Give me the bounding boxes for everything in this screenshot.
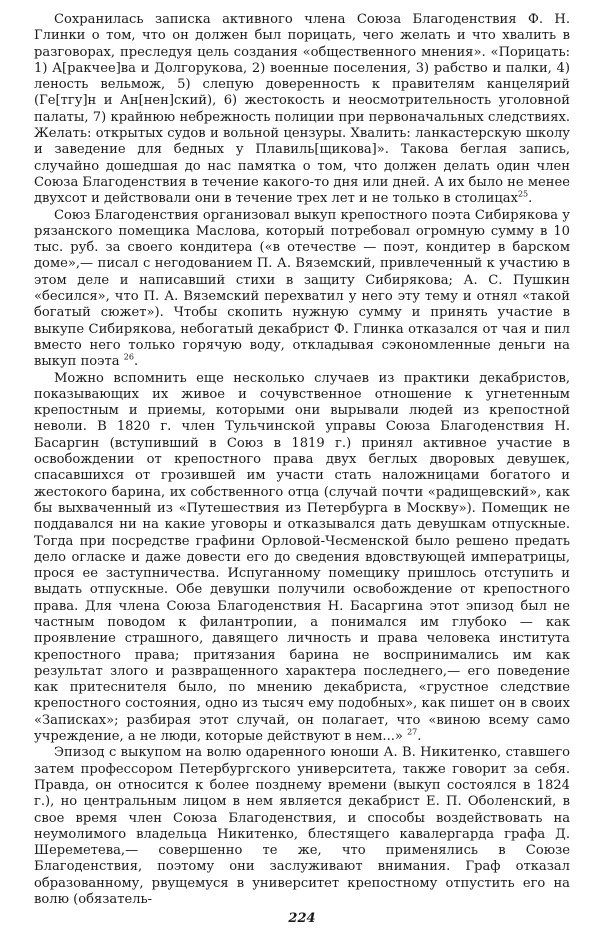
paragraph-4 — [34, 745, 570, 908]
paragraph-1: Сохранилась записка активного члена Союза Благоденствия Ф. Н. Глинки о том, что он должен был порицать, чего желать и что хвалить в разговорах, преследуя цель создания «общественного мнения». «Порицать: 1) А[ракчее]ва и Долгорукова, 2) военные поселения, 3) рабство и палки, 4) леность вельмож, 5) слепую доверенность к правителям канцелярий (Ге[тгу]н и Ан[нен]ский), 6) жестокость и неосмотрительность уголовной палаты, 7) крайнюю небрежность полиции при первоначальных следствиях. Желать: открытых судов и вольной цензуры. Хвалить: ланкастерскую школу и заведение для бедных у Плавиль[щикова]». Такова беглая запись, случайно дошедшая до нас памятка о том, что должен делать один член Союза Благоденствия в течение какого-то дня или дней. А их было не менее двухсот и действовали они в течение трех лет и не только в столицах$^{25}$. — [34, 12, 570, 207]
paragraph-2-text: Союз Благоденствия организовал выкуп крепостного поэта Сибирякова у рязанского помещика Маслова, который потребовал огромную сумму в 10 тыс. руб. за своего кондитера («в отечестве — поэт, кондитер в барском доме»,— писал с негодованием П. А. Вяземский, привлеченный к участию в этом деле и написавший стихи в защиту Сибирякова; А. С. Пушкин «бесился», что П. А. Вяземский перехватил у него эту тему и отнял «такой богатый сюжет»). Чтобы скопить нужную сумму и принять участие в выкупе Сибирякова, небогатый декабрист Ф. Глинка отказался от чая и пил вместо него только горячую воду, откладывая сэкономленные деньги на выкуп поэта — [34, 207, 570, 370]
paragraph-1-text: Сохранилась записка активного члена Союза Благоденствия Ф. Н. Глинки о том, что он должен был порицать, чего желать и что хвалить в разговорах, преследуя цель создания «общественного мнения». «Порицать: 1) А[ракчее]ва и Долгорукова, 2) военные поселения, 3) рабство и палки, 4) леность вельмож, 5) слепую доверенность к правителям канцелярий (Ге[тгу]н и Ан[нен]ский), 6) жестокость и неосмотрительность уголовной палаты, 7) крайнюю небрежность полиции при первоначальных следствиях. Желать: открытых судов и вольной цензуры. Хвалить: ланкастерскую школу и заведение для бедных у Плавиль[щикова]». Такова беглая запись, случайно дошедшая до нас памятка о том, что должен делать один член Союза Благоденствия в течение какого-то дня или дней. А их было не менее двухсот и действовали они в течение трех лет и не только в столицах — [34, 12, 570, 207]
page-number: 224 — [288, 910, 316, 926]
footnote-ref-26[interactable]: 26 — [123, 352, 134, 362]
paragraph-3-text: Можно вспомнить еще несколько случаев из практики декабристов, показывающих их живое и сочувственное отношение к угнетенным крепостным и приемы, которыми они вырывали людей из крепостной неволи. В 1820 г. член Тульчинской управы Союза Благоденствия Н. Басаргин (вступивший в Союз в 1819 г.) принял активное участие в освобождении от крепостного права двух беглых дворовых девушек, спасавшихся от грозившей им участи стать наложницами богатого и жестокого барина, их собственного отца (случай почти «радищевский», как бы выхваченный из «Путешествия из Петербурга в Москву»). Помещик не поддавался ни на какие уговоры и отказывался дать девушкам отпускные. Тогда при посредстве графини Орловой-Чесменской было решено предать дело огласке и даже довести его до сведения вдовствующей императрицы, прося ее заступничества. Испуганному помещику пришлось отступить и выдать отпускные. Обе девушки получили освобождение от крепостного права. Для члена Союза Благоденствия Н. Басаргина этот эпизод был не частным поводом к филантропии, а понимался им глубоко — как проявление страшного, давящего личность и права человека института крепостного права; притязания барина не воспринимались им как результат злого и развращенного характера последнего,— его поведение как притеснителя было, по мнению декабриста, «грустное следствие крепостного состояния, одно из тысяч ему подобных», как пишет он в своих «Записках»; разбирая этот случай, он полагает, что «виною всему само учреждение, а не люди, которые действуют в нем...» — [34, 370, 570, 745]
footnote-ref-27[interactable]: 27 — [407, 727, 418, 737]
footnote-ref-25[interactable]: 25 — [517, 189, 529, 199]
document-page — [34, 12, 570, 927]
paragraph-3: Можно вспомнить еще несколько случаев из практики декабристов, показывающих их живое и сочувственное отношение к угнетенным крепостным и приемы, которыми они вырывали людей из крепостной неволи. В 1820 г. член Тульчинской управы Союза Благоденствия Н. Басаргин (вступивший в Союз в 1819 г.) принял активное участие в освобождении от крепостного права двух беглых дворовых девушек, спасавшихся от грозившей им участи стать наложницами богатого и жестокого барина, их собственного отца (случай почти «радищевский», как бы выхваченный из «Путешествия из Петербурга в Москву»). Помещик не поддавался ни на какие уговоры и отказывался дать девушкам отпускные. Тогда при посредстве графини Орловой-Чесменской было решено предать дело огласке и даже довести его до сведения вдовствующей императрицы, прося ее заступничества. Испуганному помещику пришлось отступить и выдать отпускные. Обе девушки получили освобождение от крепостного права. Для члена Союза Благоденствия Н. Басаргина этот эпизод был не частным поводом к филантропии, а понимался им глубоко — как проявление страшного, давящего личность и права человека института крепостного права; притязания барина не воспринимались им как результат злого и развращенного характера последнего,— его поведение как притеснителя было, по мнению декабриста, «грустное следствие крепостного состояния, одно из тысяч ему подобных», как пишет он в своих «Записках»; разбирая этот случай, он полагает, что «виною всему само учреждение, а не люди, которые действуют в нем...» $^{27}$. — [34, 370, 570, 745]
paragraph-2: Союз Благоденствия организовал выкуп крепостного поэта Сибирякова у рязанского помещика Маслова, который потребовал огромную сумму в 10 тыс. руб. за своего кондитера («в отечестве — поэт, кондитер в барском доме»,— писал с негодованием П. А. Вяземский, привлеченный к участию в этом деле и написавший стихи в защиту Сибирякова; А. С. Пушкин «бесился», что П. А. Вяземский перехватил у него эту тему и отнял «такой богатый сюжет»). Чтобы скопить нужную сумму и принять участие в выкупе Сибирякова, небогатый декабрист Ф. Глинка отказался от чая и пил вместо него только горячую воду, откладывая сэкономленные деньги на выкуп поэта $^{26}$. — [34, 207, 570, 370]
paragraph-4-text: Эпизод с выкупом на волю одаренного юноши А. В. Никитенко, ставшего затем профессором Петербургского университета, также говорит за себя. Правда, он относится к более позднему времени (выкуп состоялся в 1824 г.), но центральным лицом в нем является декабрист Е. П. Оболенский, в свое время член Союза Благоденствия, и способы воздействовать на неумолимого владельца Никитенко, блестящего кавалергарда графа Д. Шереметева,— совершенно те же, что применялись в Союзе Благоденствия, поэтому они заслуживают внимания. Граф отказал образованному, рвущемуся в университет крепостному отпустить его на волю (обязатель- — [34, 745, 570, 908]
